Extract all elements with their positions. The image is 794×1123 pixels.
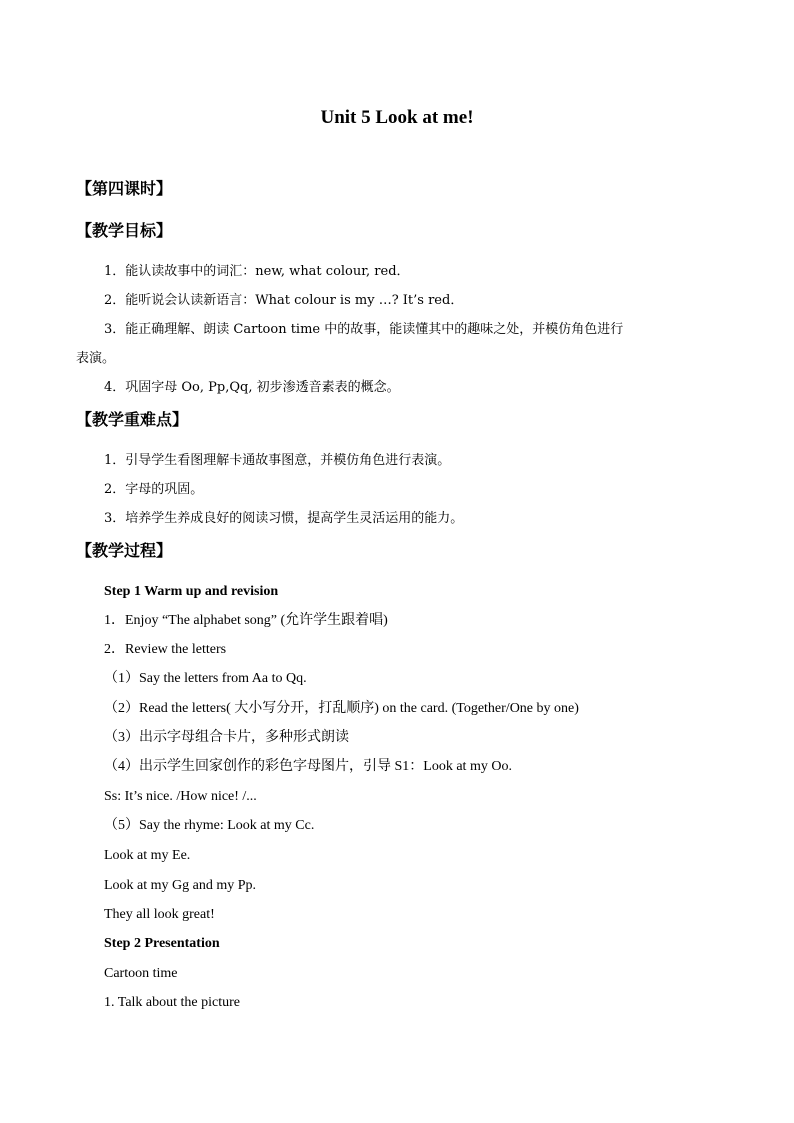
lesson-heading: 【第四课时】 [76,179,173,198]
objective-item: 3．能正确理解、朗读 Cartoon time 中的故事，能读懂其中的趣味之处，并模仿角色进行 [104,322,624,337]
process-line: （2）Read the letters( 大小写分开，打乱顺序) on the card. (Together/One by one) [104,701,579,716]
process-heading: 【教学过程】 [76,541,173,560]
objective-item: 2．能听说会认读新语言：What colour is my …? It’s red． [104,293,464,308]
process-line: （3）出示字母组合卡片，多种形式朗读 [104,730,349,745]
process-line: 1. Talk about the picture [104,995,241,1010]
key-points-heading: 【教学重难点】 [76,410,189,429]
objective-item: 1．能认读故事中的词汇：new, what colour, red． [104,264,410,279]
objectives-heading: 【教学目标】 [76,221,173,240]
process-line: Look at my Ee. [104,848,191,863]
objective-item: 4．巩固字母 Oo, Pp,Qq, 初步渗透音素表的概念。 [104,380,400,395]
process-line: Cartoon time [104,966,178,981]
process-line: （1）Say the letters from Aa to Qq. [104,671,307,686]
process-line: 1．Enjoy “The alphabet song” (允许学生跟着唱) [104,613,388,628]
process-line: （5）Say the rhyme: Look at my Cc. [104,818,315,833]
process-line: 2．Review the letters [104,642,227,657]
document-title: Unit 5 Look at me! [320,107,474,128]
step-heading: Step 2 Presentation [104,936,220,951]
process-line: （4）出示学生回家创作的彩色字母图片，引导 S1：Look at my Oo. [104,759,512,774]
key-point-item: 1．引导学生看图理解卡通故事图意，并模仿角色进行表演。 [104,453,451,468]
key-point-item: 3．培养学生养成良好的阅读习惯，提高学生灵活运用的能力。 [104,511,464,526]
objective-item-continued: 表演。 [76,351,116,366]
process-line: Look at my Gg and my Pp. [104,878,257,893]
step-heading: Step 1 Warm up and revision [104,584,279,599]
key-point-item: 2．字母的巩固。 [104,482,204,497]
process-line: Ss: It’s nice. /How nice! /... [104,789,257,804]
process-line: They all look great! [104,907,215,922]
